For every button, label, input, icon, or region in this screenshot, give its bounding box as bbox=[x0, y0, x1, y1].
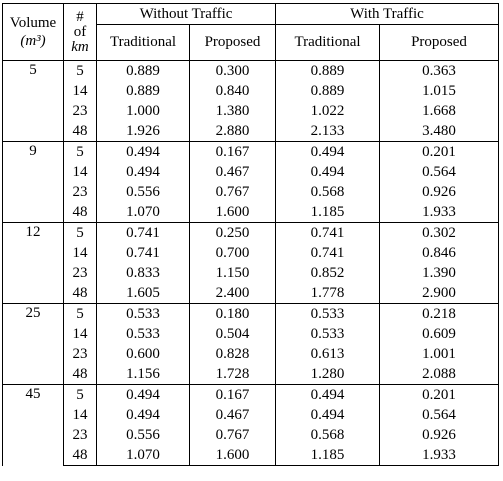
with-traffic-traditional-cell: 0.741 bbox=[276, 243, 380, 263]
without-traffic-traditional-cell: 0.741 bbox=[97, 223, 190, 244]
table-row bbox=[3, 263, 499, 283]
with-traffic-proposed-cell: 2.900 bbox=[380, 283, 499, 304]
with-traffic-traditional-cell: 0.568 bbox=[276, 182, 380, 202]
with-traffic-traditional-cell: 0.494 bbox=[276, 385, 380, 406]
with-traffic-traditional-cell: 0.889 bbox=[276, 61, 380, 82]
table-row bbox=[3, 223, 499, 244]
volume-cell: 12 bbox=[3, 223, 64, 304]
header-traditional-with: Traditional bbox=[276, 25, 380, 61]
with-traffic-traditional-cell: 1.185 bbox=[276, 445, 380, 466]
without-traffic-proposed-cell: 1.600 bbox=[190, 445, 276, 466]
without-traffic-proposed-cell: 0.180 bbox=[190, 304, 276, 325]
with-traffic-traditional-cell: 2.133 bbox=[276, 121, 380, 142]
without-traffic-traditional-cell: 0.600 bbox=[97, 344, 190, 364]
without-traffic-proposed-cell: 1.600 bbox=[190, 202, 276, 223]
km-cell: 48 bbox=[64, 445, 97, 466]
km-cell: 23 bbox=[64, 182, 97, 202]
with-traffic-traditional-cell: 1.778 bbox=[276, 283, 380, 304]
with-traffic-traditional-cell: 0.533 bbox=[276, 304, 380, 325]
without-traffic-proposed-cell: 1.150 bbox=[190, 263, 276, 283]
with-traffic-proposed-cell: 1.933 bbox=[380, 445, 499, 466]
header-km-hash: # bbox=[76, 8, 84, 25]
with-traffic-proposed-cell: 0.302 bbox=[380, 223, 499, 244]
with-traffic-proposed-cell: 0.564 bbox=[380, 162, 499, 182]
table-row bbox=[3, 142, 499, 163]
without-traffic-proposed-cell: 0.700 bbox=[190, 243, 276, 263]
without-traffic-traditional-cell: 1.070 bbox=[97, 445, 190, 466]
with-traffic-traditional-cell: 0.494 bbox=[276, 142, 380, 163]
with-traffic-proposed-cell: 0.218 bbox=[380, 304, 499, 325]
with-traffic-proposed-cell: 1.015 bbox=[380, 81, 499, 101]
with-traffic-traditional-cell: 0.494 bbox=[276, 405, 380, 425]
without-traffic-proposed-cell: 0.167 bbox=[190, 385, 276, 406]
km-cell: 5 bbox=[64, 385, 97, 406]
with-traffic-proposed-cell: 0.201 bbox=[380, 385, 499, 406]
without-traffic-proposed-cell: 0.250 bbox=[190, 223, 276, 244]
results-table-container bbox=[2, 3, 498, 466]
table-row bbox=[3, 81, 499, 101]
without-traffic-proposed-cell: 2.880 bbox=[190, 121, 276, 142]
volume-cell: 9 bbox=[3, 142, 64, 223]
table-row bbox=[3, 162, 499, 182]
table-row bbox=[3, 61, 499, 82]
km-cell: 14 bbox=[64, 243, 97, 263]
without-traffic-traditional-cell: 0.494 bbox=[97, 162, 190, 182]
km-cell: 48 bbox=[64, 364, 97, 385]
with-traffic-traditional-cell: 0.889 bbox=[276, 81, 380, 101]
with-traffic-traditional-cell: 1.022 bbox=[276, 101, 380, 121]
header-volume bbox=[3, 4, 64, 61]
table-row bbox=[3, 344, 499, 364]
with-traffic-traditional-cell: 1.280 bbox=[276, 364, 380, 385]
km-cell: 23 bbox=[64, 425, 97, 445]
volume-cell: 45 bbox=[3, 385, 64, 466]
km-cell: 23 bbox=[64, 344, 97, 364]
table-header bbox=[3, 4, 499, 61]
without-traffic-traditional-cell: 0.741 bbox=[97, 243, 190, 263]
with-traffic-proposed-cell: 0.926 bbox=[380, 182, 499, 202]
without-traffic-proposed-cell: 0.767 bbox=[190, 425, 276, 445]
without-traffic-traditional-cell: 0.833 bbox=[97, 263, 190, 283]
km-cell: 48 bbox=[64, 283, 97, 304]
without-traffic-proposed-cell: 0.467 bbox=[190, 162, 276, 182]
table-body bbox=[3, 61, 499, 466]
with-traffic-proposed-cell: 1.668 bbox=[380, 101, 499, 121]
table-row bbox=[3, 425, 499, 445]
km-cell: 23 bbox=[64, 101, 97, 121]
results-table bbox=[2, 3, 499, 466]
without-traffic-traditional-cell: 0.533 bbox=[97, 324, 190, 344]
km-cell: 5 bbox=[64, 223, 97, 244]
without-traffic-traditional-cell: 0.556 bbox=[97, 182, 190, 202]
km-cell: 5 bbox=[64, 61, 97, 82]
with-traffic-traditional-cell: 0.852 bbox=[276, 263, 380, 283]
without-traffic-traditional-cell: 1.000 bbox=[97, 101, 190, 121]
table-row bbox=[3, 283, 499, 304]
with-traffic-proposed-cell: 2.088 bbox=[380, 364, 499, 385]
with-traffic-proposed-cell: 1.001 bbox=[380, 344, 499, 364]
header-group-without-traffic: Without Traffic bbox=[97, 4, 276, 25]
km-cell: 14 bbox=[64, 324, 97, 344]
header-km bbox=[64, 4, 97, 61]
with-traffic-proposed-cell: 1.933 bbox=[380, 202, 499, 223]
without-traffic-proposed-cell: 1.380 bbox=[190, 101, 276, 121]
without-traffic-proposed-cell: 0.300 bbox=[190, 61, 276, 82]
with-traffic-traditional-cell: 0.741 bbox=[276, 223, 380, 244]
table-row bbox=[3, 405, 499, 425]
with-traffic-traditional-cell: 0.613 bbox=[276, 344, 380, 364]
header-km-unit: km bbox=[71, 38, 89, 55]
km-cell: 14 bbox=[64, 162, 97, 182]
volume-cell: 25 bbox=[3, 304, 64, 385]
header-volume-unit: (m³) bbox=[20, 33, 46, 49]
with-traffic-proposed-cell: 1.390 bbox=[380, 263, 499, 283]
table-row bbox=[3, 385, 499, 406]
with-traffic-proposed-cell: 0.926 bbox=[380, 425, 499, 445]
table-row bbox=[3, 121, 499, 142]
without-traffic-traditional-cell: 0.494 bbox=[97, 405, 190, 425]
with-traffic-proposed-cell: 3.480 bbox=[380, 121, 499, 142]
with-traffic-traditional-cell: 0.568 bbox=[276, 425, 380, 445]
with-traffic-traditional-cell: 1.185 bbox=[276, 202, 380, 223]
table-row bbox=[3, 304, 499, 325]
without-traffic-traditional-cell: 1.926 bbox=[97, 121, 190, 142]
without-traffic-traditional-cell: 0.889 bbox=[97, 61, 190, 82]
table-row bbox=[3, 445, 499, 466]
without-traffic-traditional-cell: 1.156 bbox=[97, 364, 190, 385]
km-cell: 48 bbox=[64, 202, 97, 223]
header-km-of: of bbox=[73, 23, 87, 40]
table-row bbox=[3, 324, 499, 344]
with-traffic-proposed-cell: 0.609 bbox=[380, 324, 499, 344]
header-group-with-traffic: With Traffic bbox=[276, 4, 499, 25]
table-row bbox=[3, 101, 499, 121]
header-proposed-with: Proposed bbox=[380, 25, 499, 61]
without-traffic-proposed-cell: 0.467 bbox=[190, 405, 276, 425]
with-traffic-proposed-cell: 0.201 bbox=[380, 142, 499, 163]
km-cell: 5 bbox=[64, 142, 97, 163]
header-traditional-without: Traditional bbox=[97, 25, 190, 61]
table-row bbox=[3, 364, 499, 385]
header-volume-label: Volume bbox=[9, 15, 57, 31]
without-traffic-proposed-cell: 0.504 bbox=[190, 324, 276, 344]
without-traffic-proposed-cell: 0.167 bbox=[190, 142, 276, 163]
without-traffic-proposed-cell: 0.767 bbox=[190, 182, 276, 202]
without-traffic-traditional-cell: 0.889 bbox=[97, 81, 190, 101]
km-cell: 48 bbox=[64, 121, 97, 142]
volume-cell: 5 bbox=[3, 61, 64, 142]
without-traffic-proposed-cell: 0.840 bbox=[190, 81, 276, 101]
table-row bbox=[3, 243, 499, 263]
with-traffic-proposed-cell: 0.564 bbox=[380, 405, 499, 425]
without-traffic-traditional-cell: 0.556 bbox=[97, 425, 190, 445]
without-traffic-proposed-cell: 0.828 bbox=[190, 344, 276, 364]
without-traffic-proposed-cell: 1.728 bbox=[190, 364, 276, 385]
table-row bbox=[3, 202, 499, 223]
without-traffic-proposed-cell: 2.400 bbox=[190, 283, 276, 304]
without-traffic-traditional-cell: 0.533 bbox=[97, 304, 190, 325]
with-traffic-traditional-cell: 0.533 bbox=[276, 324, 380, 344]
with-traffic-traditional-cell: 0.494 bbox=[276, 162, 380, 182]
with-traffic-proposed-cell: 0.363 bbox=[380, 61, 499, 82]
km-cell: 14 bbox=[64, 405, 97, 425]
km-cell: 14 bbox=[64, 81, 97, 101]
without-traffic-traditional-cell: 1.605 bbox=[97, 283, 190, 304]
km-cell: 5 bbox=[64, 304, 97, 325]
header-proposed-without: Proposed bbox=[190, 25, 276, 61]
without-traffic-traditional-cell: 0.494 bbox=[97, 142, 190, 163]
km-cell: 23 bbox=[64, 263, 97, 283]
without-traffic-traditional-cell: 0.494 bbox=[97, 385, 190, 406]
with-traffic-proposed-cell: 0.846 bbox=[380, 243, 499, 263]
table-row bbox=[3, 182, 499, 202]
without-traffic-traditional-cell: 1.070 bbox=[97, 202, 190, 223]
